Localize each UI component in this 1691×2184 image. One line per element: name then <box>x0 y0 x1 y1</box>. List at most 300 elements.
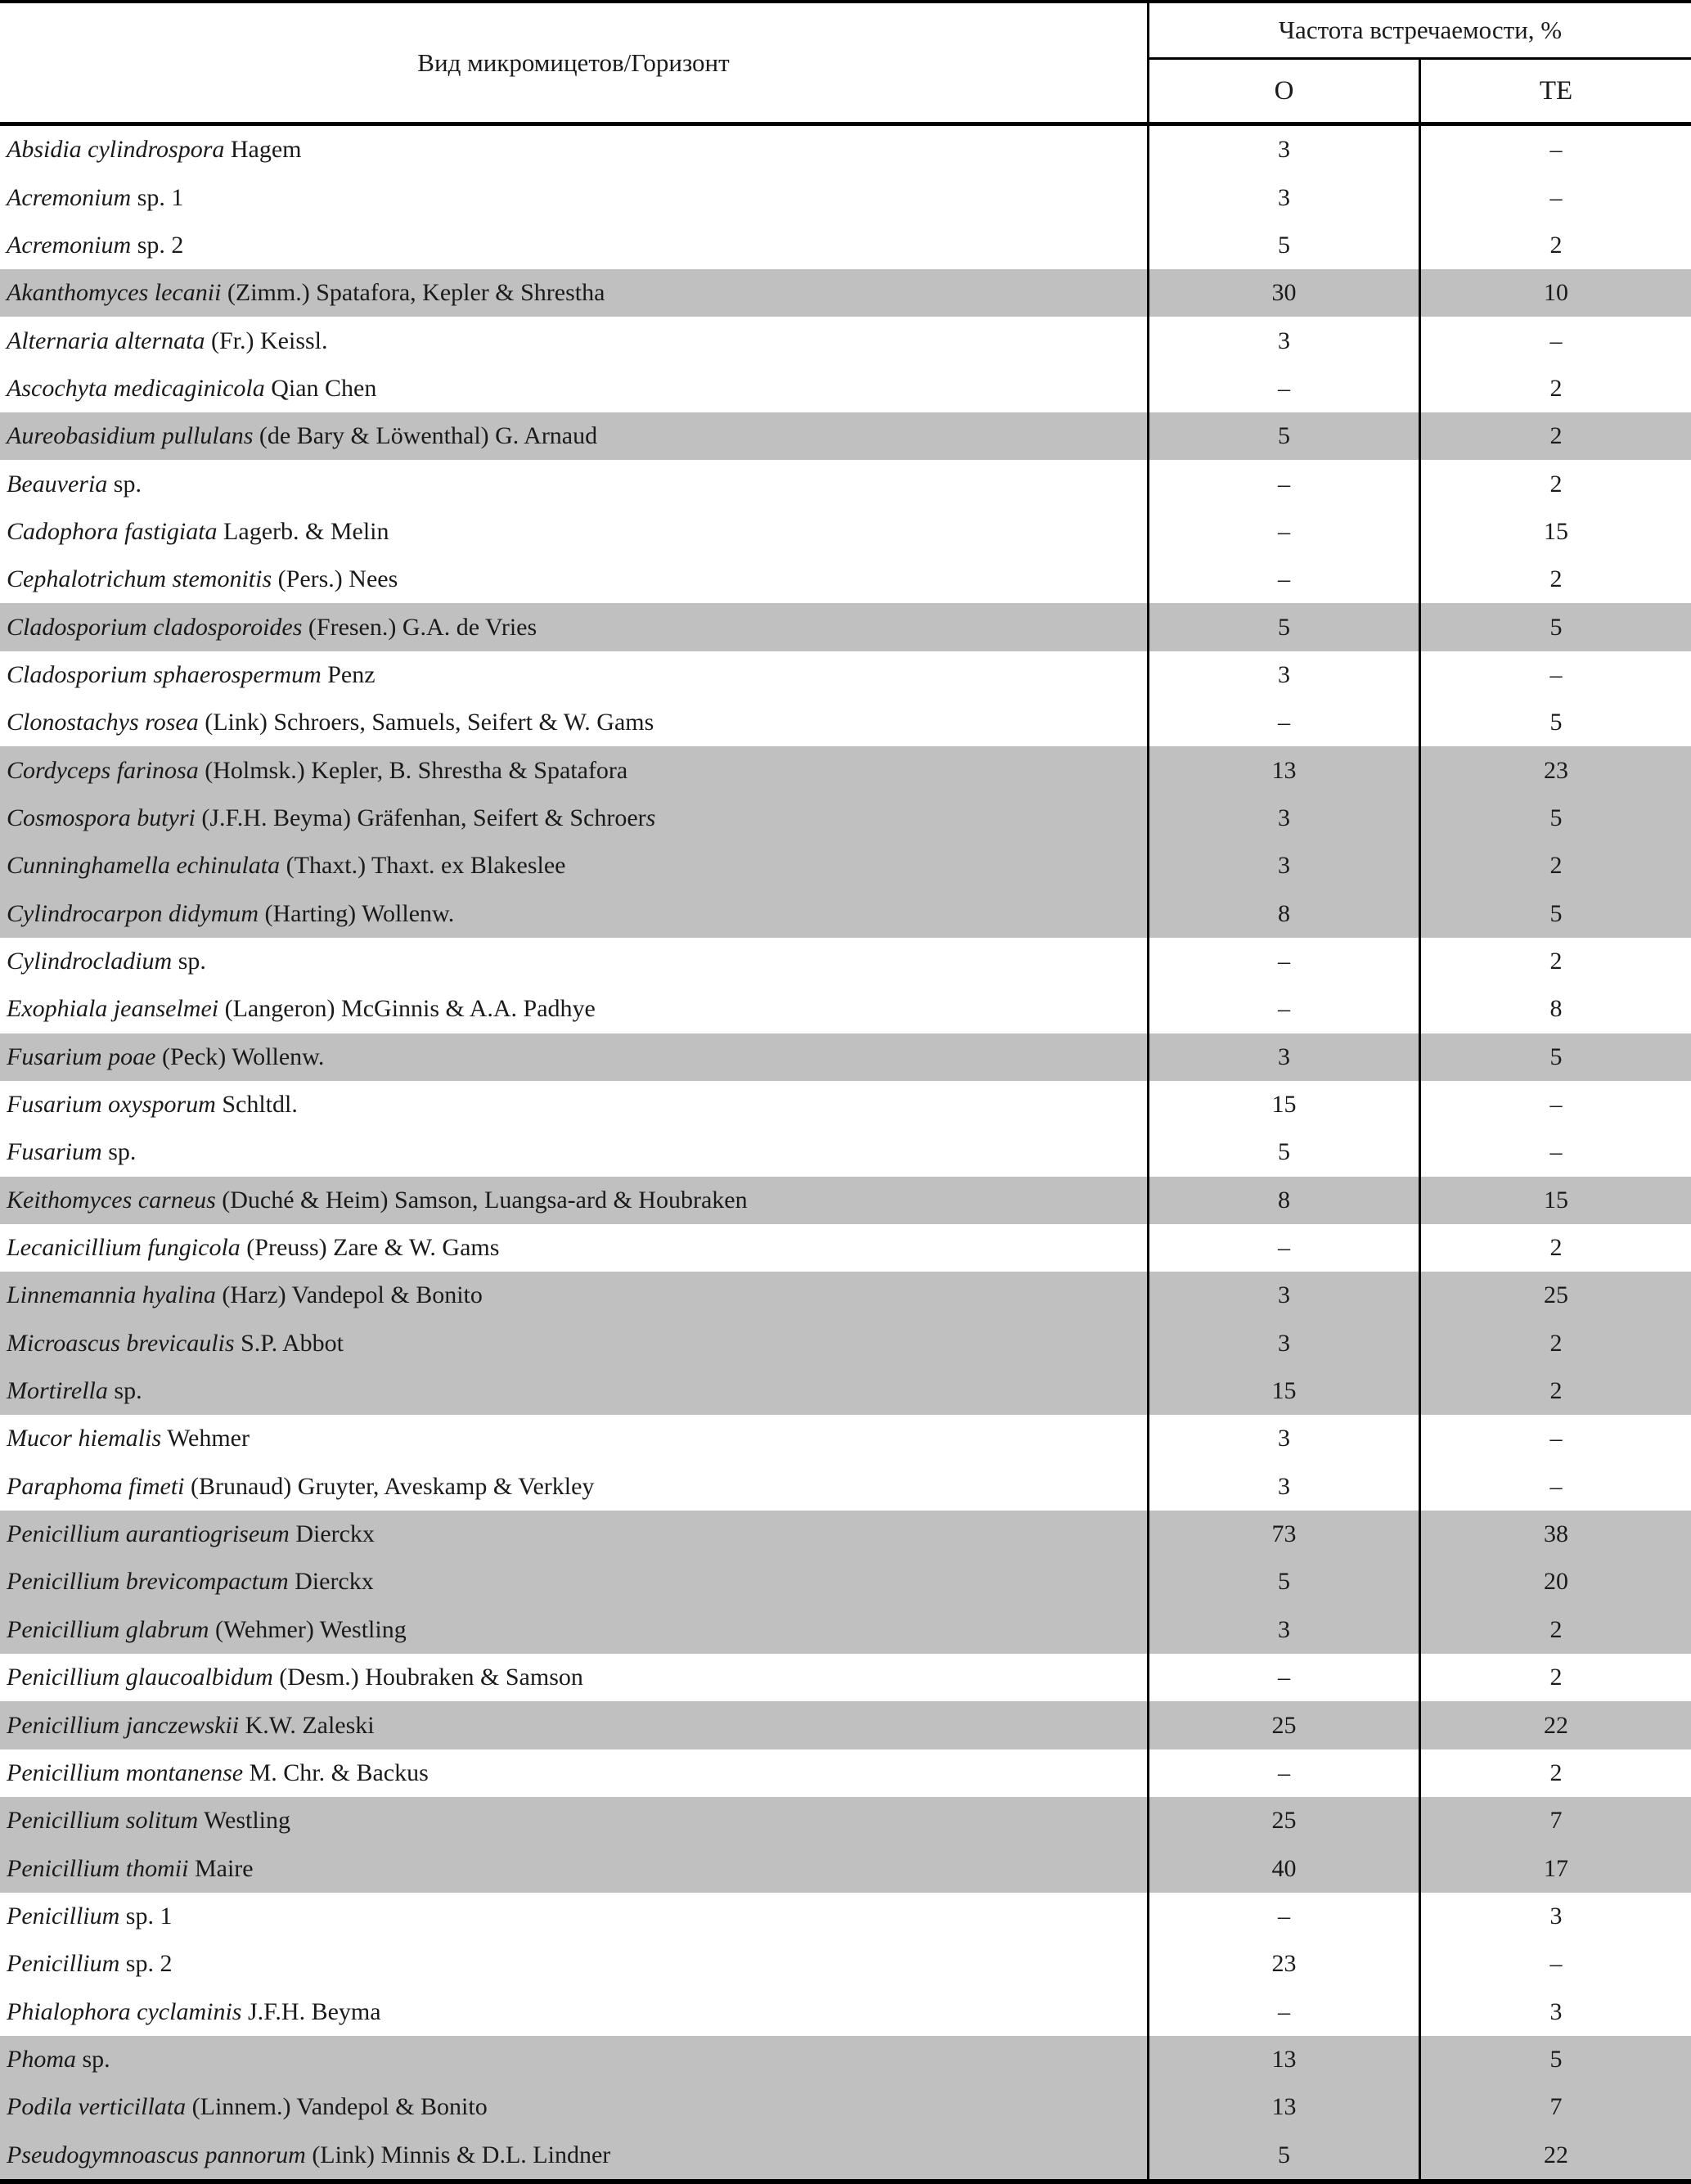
species-column-header: Вид микромицетов/Горизонт <box>0 3 1149 122</box>
species-cell <box>0 365 1149 412</box>
cell-horizon-te: 2 <box>1549 1664 1563 1691</box>
species-text-wrap <box>7 757 627 785</box>
species-name: Exophiala jeanselmei <box>7 995 219 1023</box>
cell-horizon-te: 5 <box>1549 804 1563 831</box>
species-text-wrap <box>7 804 655 832</box>
species-cell <box>0 317 1149 364</box>
cell-horizon-te: – <box>1549 1091 1563 1119</box>
species-cell <box>0 1844 1149 1892</box>
species-text-wrap <box>7 709 654 736</box>
species-authority: sp. <box>172 948 206 975</box>
cell-horizon-te: 2 <box>1549 231 1563 259</box>
species-cell <box>0 1367 1149 1415</box>
table-row <box>0 938 1691 985</box>
species-name: Acremonium <box>7 183 132 211</box>
species-authority: Lagerb. & Melin <box>217 517 389 545</box>
cell-horizon-o: 23 <box>1149 1940 1421 1988</box>
species-name: Cephalotrichum stemonitis <box>7 565 272 593</box>
species-cell <box>0 842 1149 889</box>
species-authority: Penz <box>321 660 376 688</box>
table-row <box>0 460 1691 507</box>
cell-horizon-te: 15 <box>1544 517 1568 545</box>
cell-horizon-o: 3 <box>1149 651 1421 699</box>
species-authority: S.P. Abbot <box>234 1329 344 1357</box>
species-name: Aureobasidium pullulans <box>7 422 254 450</box>
species-text-wrap <box>7 232 183 259</box>
species-text-wrap <box>7 1616 407 1644</box>
species-authority: (Link) Schroers, Samuels, Seifert & W. Gams <box>198 709 654 736</box>
cell-horizon-o: – <box>1149 1654 1421 1701</box>
species-cell <box>0 460 1149 507</box>
species-authority: M. Chr. & Backus <box>243 1758 429 1786</box>
species-authority: (Fresen.) G.A. de Vries <box>302 613 537 641</box>
species-name: Penicillium <box>7 1950 120 1978</box>
species-text-wrap <box>7 1568 374 1596</box>
species-name: Mortirella <box>7 1377 108 1405</box>
cell-horizon-o: 5 <box>1149 222 1421 269</box>
cell-horizon-te: 22 <box>1544 1711 1568 1739</box>
species-authority: sp. 1 <box>131 183 184 211</box>
cell-horizon-te: 10 <box>1544 279 1568 307</box>
species-text-wrap <box>7 1043 324 1071</box>
species-authority: (Harz) Vandepol & Bonito <box>215 1281 483 1309</box>
table-row <box>0 508 1691 556</box>
species-text-wrap <box>7 1138 136 1166</box>
table-row <box>0 1988 1691 2035</box>
cell-horizon-te: 2 <box>1549 1615 1563 1643</box>
species-text-wrap <box>7 184 183 212</box>
cell-horizon-te: 7 <box>1549 1807 1563 1835</box>
table-row <box>0 1797 1691 1844</box>
table-row <box>0 1606 1691 1654</box>
species-authority: (Wehmer) Westling <box>209 1615 407 1643</box>
cell-horizon-o: 8 <box>1149 890 1421 938</box>
species-cell <box>0 2083 1149 2131</box>
cell-horizon-o: – <box>1149 556 1421 603</box>
cell-horizon-te: 2 <box>1549 422 1563 450</box>
species-name: Penicillium solitum <box>7 1807 199 1835</box>
table-row <box>0 651 1691 699</box>
species-authority: (Brunaud) Gruyter, Aveskamp & Verkley <box>184 1472 595 1500</box>
species-cell <box>0 412 1149 460</box>
species-text-wrap <box>7 1281 483 1309</box>
species-cell <box>0 1463 1149 1511</box>
cell-horizon-te: 5 <box>1549 2045 1563 2073</box>
cell-horizon-o: – <box>1149 1988 1421 2035</box>
species-name: Keithomyces carneus <box>7 1186 216 1214</box>
cell-horizon-te: 2 <box>1549 470 1563 498</box>
species-name: Acremonium <box>7 231 132 259</box>
cell-horizon-o: 3 <box>1149 1606 1421 1654</box>
species-name: Penicillium aurantiogriseum <box>7 1520 290 1548</box>
table-row <box>0 556 1691 603</box>
cell-horizon-te: 7 <box>1549 2093 1563 2121</box>
species-authority: sp. <box>76 2045 110 2073</box>
table-row <box>0 699 1691 746</box>
cell-horizon-te: 5 <box>1549 709 1563 736</box>
species-name: Cladosporium sphaerospermum <box>7 660 322 688</box>
cell-horizon-o: 5 <box>1149 1128 1421 1176</box>
cell-horizon-te: 2 <box>1549 1329 1563 1357</box>
species-authority: (Duché & Heim) Samson, Luangsa-ard & Houbraken <box>215 1186 748 1214</box>
cell-horizon-te: 2 <box>1549 1377 1563 1405</box>
cell-horizon-o: 3 <box>1149 1415 1421 1462</box>
cell-horizon-o: 8 <box>1149 1177 1421 1224</box>
cell-horizon-te: 25 <box>1544 1281 1568 1309</box>
table-row <box>0 1893 1691 1940</box>
species-text-wrap <box>7 1903 172 1930</box>
table-row <box>0 1749 1691 1797</box>
species-text-wrap <box>7 1520 375 1548</box>
species-cell <box>0 1654 1149 1701</box>
species-name: Cordyceps farinosa <box>7 756 199 784</box>
species-cell <box>0 1224 1149 1272</box>
species-authority: sp. <box>107 1377 142 1405</box>
species-cell <box>0 1177 1149 1224</box>
species-text-wrap <box>7 900 454 928</box>
cell-horizon-o: 5 <box>1149 2131 1421 2178</box>
cell-horizon-o: 73 <box>1149 1511 1421 1558</box>
cell-horizon-o: 5 <box>1149 412 1421 460</box>
table-row <box>0 126 1691 173</box>
table-row <box>0 603 1691 651</box>
table-row <box>0 2083 1691 2131</box>
species-text-wrap <box>7 661 376 689</box>
species-authority: (Desm.) Houbraken & Samson <box>272 1664 583 1691</box>
table-row <box>0 317 1691 364</box>
subheader-horizon-te: ТЕ <box>1539 75 1573 106</box>
species-cell <box>0 508 1149 556</box>
species-authority: Schltdl. <box>215 1091 298 1119</box>
species-authority: sp. 1 <box>119 1902 173 1930</box>
frequency-header-group <box>1149 3 1691 122</box>
species-authority: (Peck) Wollenw. <box>155 1042 325 1070</box>
cell-horizon-o: 13 <box>1149 746 1421 794</box>
species-cell <box>0 1128 1149 1176</box>
cell-horizon-te: 20 <box>1544 1568 1568 1596</box>
species-text-wrap <box>7 1855 254 1883</box>
species-name: Phialophora cyclaminis <box>7 1997 242 2025</box>
species-authority: (Preuss) Zare & W. Gams <box>240 1234 500 1262</box>
species-cell <box>0 699 1149 746</box>
cell-horizon-te: – <box>1549 326 1563 354</box>
species-name: Penicillium glabrum <box>7 1615 209 1643</box>
species-name: Fusarium <box>7 1138 102 1166</box>
table-row <box>0 1415 1691 1462</box>
cell-horizon-o: 15 <box>1149 1081 1421 1128</box>
table-row <box>0 365 1691 412</box>
species-text-wrap <box>7 1377 142 1405</box>
species-text-wrap <box>7 1712 375 1740</box>
species-cell <box>0 1081 1149 1128</box>
species-name: Linnemannia hyalina <box>7 1281 216 1309</box>
cell-horizon-o: 15 <box>1149 1367 1421 1415</box>
species-name: Penicillium janczewskii <box>7 1711 240 1739</box>
cell-horizon-o: 3 <box>1149 795 1421 842</box>
cell-horizon-o: 3 <box>1149 173 1421 221</box>
cell-horizon-te: – <box>1549 1425 1563 1452</box>
species-name: Penicillium glaucoalbidum <box>7 1664 273 1691</box>
species-name: Beauveria <box>7 470 108 498</box>
cell-horizon-te: 2 <box>1549 1234 1563 1262</box>
species-authority: J.F.H. Beyma <box>241 1997 381 2025</box>
table-row <box>0 1272 1691 1319</box>
species-authority: (Harting) Wollenw. <box>259 899 455 927</box>
species-name: Penicillium montanense <box>7 1758 244 1786</box>
species-text-wrap <box>7 2141 610 2169</box>
cell-horizon-o: 3 <box>1149 1320 1421 1367</box>
cell-horizon-o: 40 <box>1149 1844 1421 1892</box>
cell-horizon-o: – <box>1149 985 1421 1033</box>
cell-horizon-o: – <box>1149 1224 1421 1272</box>
species-name: Fusarium oxysporum <box>7 1091 216 1119</box>
species-name: Paraphoma fimeti <box>7 1472 185 1500</box>
species-text-wrap <box>7 375 376 403</box>
table-row <box>0 1177 1691 1224</box>
cell-horizon-te: 15 <box>1544 1186 1568 1214</box>
species-cell <box>0 938 1149 985</box>
species-authority: sp. 2 <box>131 231 184 259</box>
species-cell <box>0 1940 1149 1988</box>
table-row <box>0 1654 1691 1701</box>
cell-horizon-o: 3 <box>1149 842 1421 889</box>
table-row <box>0 890 1691 938</box>
cell-horizon-te: – <box>1549 183 1563 211</box>
species-cell <box>0 1701 1149 1749</box>
species-authority-tail: s <box>645 804 656 831</box>
species-cell <box>0 1606 1149 1654</box>
species-cell <box>0 1272 1149 1319</box>
species-cell <box>0 746 1149 794</box>
species-text-wrap <box>7 1330 344 1358</box>
species-cell <box>0 1558 1149 1605</box>
species-authority: (Pers.) Nees <box>272 565 398 593</box>
species-authority: (J.F.H. Beyma) Gräfenhan, Seifert & Schroer <box>195 804 646 831</box>
cell-horizon-te: 2 <box>1549 852 1563 880</box>
species-cell <box>0 2036 1149 2083</box>
species-text-wrap <box>7 1425 250 1452</box>
species-authority: sp. 2 <box>119 1950 173 1978</box>
table-row <box>0 412 1691 460</box>
species-authority: Dierckx <box>289 1520 375 1548</box>
table-row <box>0 173 1691 221</box>
species-authority: (Linnem.) Vandepol & Bonito <box>186 2093 488 2121</box>
species-text-wrap <box>7 1807 290 1835</box>
cell-horizon-o: 5 <box>1149 1558 1421 1605</box>
cell-horizon-o: – <box>1149 699 1421 746</box>
species-name: Alternaria alternata <box>7 326 205 354</box>
species-text-wrap <box>7 2093 488 2121</box>
cell-horizon-o: 3 <box>1149 126 1421 173</box>
cell-horizon-te: – <box>1549 1472 1563 1500</box>
species-text-wrap <box>7 1234 499 1262</box>
species-authority: (Zimm.) Spatafora, Kepler & Shrestha <box>221 279 605 307</box>
species-text-wrap <box>7 565 398 593</box>
table-row <box>0 1224 1691 1272</box>
cell-horizon-te: 22 <box>1544 2141 1568 2168</box>
species-cell <box>0 1415 1149 1462</box>
species-text-wrap <box>7 1664 583 1691</box>
cell-horizon-o: 25 <box>1149 1701 1421 1749</box>
table-body <box>0 126 1691 2179</box>
cell-horizon-te: 5 <box>1549 1042 1563 1070</box>
species-authority: sp. <box>107 470 142 498</box>
cell-horizon-o: 3 <box>1149 1033 1421 1081</box>
species-name: Mucor hiemalis <box>7 1425 162 1452</box>
species-cell <box>0 985 1149 1033</box>
species-cell <box>0 556 1149 603</box>
species-text-wrap <box>7 1759 429 1787</box>
species-text-wrap <box>7 1950 172 1978</box>
frequency-column-header: Частота встречаемости, % <box>1149 3 1691 60</box>
cell-horizon-te: – <box>1549 660 1563 688</box>
species-authority: (de Bary & Löwenthal) G. Arnaud <box>253 422 598 450</box>
cell-horizon-o: 25 <box>1149 1797 1421 1844</box>
species-authority: Maire <box>188 1854 254 1882</box>
species-authority: Hagem <box>224 136 302 164</box>
species-name: Phoma <box>7 2045 76 2073</box>
table-row <box>0 1701 1691 1749</box>
table-row <box>0 269 1691 317</box>
species-cell <box>0 126 1149 173</box>
table-row <box>0 1033 1691 1081</box>
species-name: Microascus brevicaulis <box>7 1329 235 1357</box>
cell-horizon-o: – <box>1149 1749 1421 1797</box>
species-authority: (Thaxt.) Thaxt. ex Blakeslee <box>280 852 566 880</box>
cell-horizon-o: – <box>1149 1893 1421 1940</box>
species-name: Penicillium <box>7 1902 120 1930</box>
species-text-wrap <box>7 518 389 546</box>
species-authority: (Link) Minnis & D.L. Lindner <box>305 2141 611 2168</box>
species-text-wrap <box>7 471 142 498</box>
species-authority: sp. <box>101 1138 137 1166</box>
cell-horizon-o: – <box>1149 365 1421 412</box>
species-cell <box>0 890 1149 938</box>
cell-horizon-o: 3 <box>1149 1272 1421 1319</box>
cell-horizon-te: 2 <box>1549 1758 1563 1786</box>
table-row <box>0 2036 1691 2083</box>
species-authority: (Holmsk.) Kepler, B. Shrestha & Spatafora <box>198 756 628 784</box>
species-authority: Qian Chen <box>264 374 377 402</box>
species-text-wrap <box>7 1998 381 2026</box>
species-text-wrap <box>7 279 605 307</box>
species-cell <box>0 651 1149 699</box>
species-text-wrap <box>7 1091 298 1119</box>
cell-horizon-te: – <box>1549 136 1563 164</box>
cell-horizon-te: 3 <box>1549 1997 1563 2025</box>
cell-horizon-o: 30 <box>1149 269 1421 317</box>
species-name: Akanthomyces lecanii <box>7 279 222 307</box>
species-cell <box>0 1797 1149 1844</box>
table-row <box>0 1367 1691 1415</box>
cell-horizon-te: 2 <box>1549 948 1563 975</box>
species-cell <box>0 1511 1149 1558</box>
species-cell <box>0 222 1149 269</box>
cell-horizon-te: 17 <box>1544 1854 1568 1882</box>
subheader-horizon-o: О <box>1149 60 1421 122</box>
cell-horizon-o: – <box>1149 938 1421 985</box>
cell-horizon-te: 5 <box>1549 899 1563 927</box>
cell-horizon-o: 13 <box>1149 2083 1421 2131</box>
species-text-wrap <box>7 852 565 880</box>
species-name: Cunninghamella echinulata <box>7 852 281 880</box>
species-authority: K.W. Zaleski <box>239 1711 375 1739</box>
species-name: Pseudogymnoascus pannorum <box>7 2141 306 2168</box>
species-cell <box>0 1033 1149 1081</box>
species-text-wrap <box>7 948 206 975</box>
species-name: Podila verticillata <box>7 2093 187 2121</box>
table-row <box>0 1463 1691 1511</box>
species-authority: Dierckx <box>288 1568 374 1596</box>
table-row <box>0 1940 1691 1988</box>
cell-horizon-te: 38 <box>1544 1520 1568 1548</box>
species-cell <box>0 795 1149 842</box>
species-authority: (Langeron) McGinnis & A.A. Padhye <box>218 995 596 1023</box>
species-name: Cladosporium cladosporoides <box>7 613 303 641</box>
cell-horizon-o: 13 <box>1149 2036 1421 2083</box>
species-cell <box>0 1320 1149 1367</box>
species-name: Cylindrocladium <box>7 948 173 975</box>
species-text-wrap <box>7 2046 110 2074</box>
cell-horizon-o: – <box>1149 460 1421 507</box>
species-authority: Westling <box>198 1807 291 1835</box>
table-row <box>0 1081 1691 1128</box>
cell-horizon-o: 3 <box>1149 1463 1421 1511</box>
cell-horizon-te: 2 <box>1549 374 1563 402</box>
species-text-wrap <box>7 1473 594 1501</box>
table-row <box>0 222 1691 269</box>
table-row <box>0 842 1691 889</box>
table-row <box>0 2131 1691 2178</box>
cell-horizon-o: – <box>1149 508 1421 556</box>
species-cell <box>0 1988 1149 2035</box>
cell-horizon-te: – <box>1549 1138 1563 1166</box>
species-text-wrap <box>7 1187 748 1214</box>
table-header <box>0 3 1691 126</box>
species-cell <box>0 603 1149 651</box>
horizon-subheader-row <box>1149 60 1691 122</box>
table-row <box>0 795 1691 842</box>
cell-horizon-te: 3 <box>1549 1902 1563 1930</box>
species-name: Cylindrocarpon didymum <box>7 899 259 927</box>
species-name: Penicillium thomii <box>7 1854 189 1882</box>
species-name: Cosmospora butyri <box>7 804 196 831</box>
table-row <box>0 1128 1691 1176</box>
table-row <box>0 1511 1691 1558</box>
species-text-wrap <box>7 422 597 450</box>
species-text-wrap <box>7 995 596 1023</box>
cell-horizon-o: 3 <box>1149 317 1421 364</box>
cell-horizon-o: 5 <box>1149 603 1421 651</box>
species-name: Fusarium poae <box>7 1042 156 1070</box>
species-authority: Wehmer <box>161 1425 250 1452</box>
table-row <box>0 1320 1691 1367</box>
species-name: Absidia cylindrospora <box>7 136 225 164</box>
species-authority: (Fr.) Keissl. <box>205 326 328 354</box>
species-cell <box>0 1749 1149 1797</box>
table-row <box>0 746 1691 794</box>
species-name: Ascochyta medicaginicola <box>7 374 265 402</box>
cell-horizon-te: 2 <box>1549 565 1563 593</box>
table-row <box>0 1844 1691 1892</box>
species-text-wrap <box>7 327 328 355</box>
species-name: Clonostachys rosea <box>7 709 199 736</box>
species-cell <box>0 1893 1149 1940</box>
species-cell <box>0 269 1149 317</box>
cell-horizon-te: 23 <box>1544 756 1568 784</box>
species-text-wrap <box>7 614 537 642</box>
species-name: Penicillium brevicompactum <box>7 1568 289 1596</box>
